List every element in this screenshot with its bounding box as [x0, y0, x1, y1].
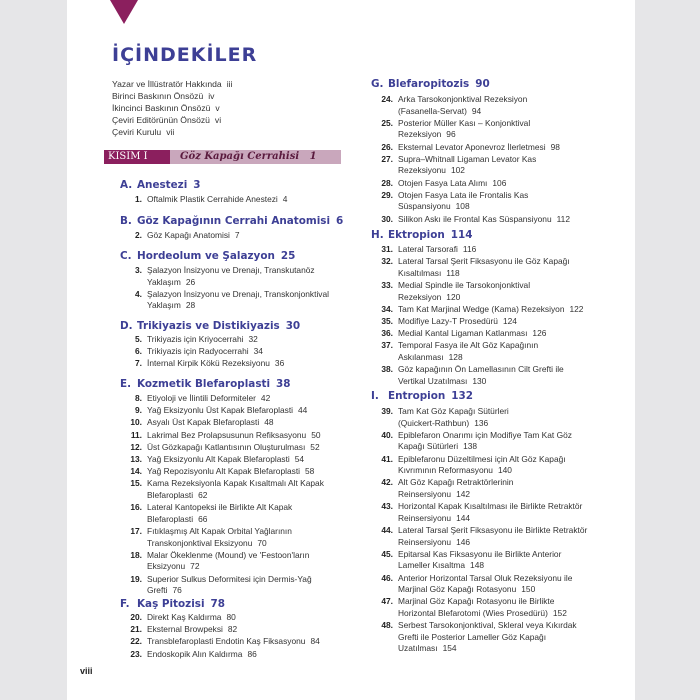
front-matter-item[interactable]	[112, 114, 232, 126]
chapter-page: 32	[248, 334, 258, 344]
chapter-page: 152	[552, 607, 567, 618]
chapter-title-line: Otojen Fasya Lata Alımı 106	[398, 177, 507, 188]
page-number: viii	[80, 666, 93, 676]
chapter-title	[398, 304, 583, 316]
chapter-title-line: Trikiyazis için Kriyocerrahi 32	[147, 334, 258, 344]
chapter-title	[147, 466, 314, 478]
chapter-title	[398, 549, 561, 572]
page-title: İÇİNDEKİLER	[112, 44, 258, 66]
chapter-title-line: Reinsersiyonu 144	[398, 512, 471, 523]
chapter-title-line: Grefti ile Posterior Lameller Göz Kapağı	[398, 631, 547, 642]
chapter-number: 47.	[381, 596, 393, 607]
section-letter: I.	[371, 390, 379, 402]
section-title: Göz Kapağının Cerrahi Anatomisi	[137, 215, 331, 227]
chapter-title-line: Yaklaşım 28	[147, 300, 196, 311]
chapter-title-line: Blefaroplasti 62	[147, 489, 208, 500]
chapter-page: 66	[198, 513, 208, 524]
chapter-title-line: Modifiye Lazy-T Prosedürü 124	[398, 316, 517, 326]
chapter-title-line: Marjinal Göz Kapağı Rotasyonu ile Birlikte	[398, 596, 555, 607]
chapter-number: 17.	[130, 526, 142, 536]
chapter-title-line: Alt Göz Kapağı Retraktörlerinin	[398, 477, 514, 488]
chapter-title	[398, 328, 546, 340]
front-matter-title: Çeviri Kurulu	[112, 127, 162, 137]
chapter-title	[147, 334, 258, 346]
chapter-page: 154	[442, 643, 457, 654]
section-title: Trikiyazis ve Distikiyazis	[137, 320, 280, 332]
section-title: Entropion	[388, 390, 446, 402]
chapter-title	[398, 340, 538, 363]
chapter-page: 26	[185, 276, 196, 287]
chapter-title	[147, 478, 324, 501]
chapter-title	[147, 346, 263, 358]
chapter-number: 34.	[381, 303, 393, 314]
chapter-title-line: Lameller Kısaltma 148	[398, 560, 485, 571]
chapter-page: 102	[450, 165, 465, 176]
chapter-title	[398, 501, 582, 524]
chapter-number: 24.	[381, 94, 393, 104]
chapter-title	[398, 477, 513, 500]
chapter-title-line: Epiblefaronu Düzeltilmesi için Alt Göz Kapağı	[398, 453, 566, 464]
chapter-title-line: Tam Kat Göz Kapağı Sütürleri	[398, 406, 509, 416]
front-matter-item[interactable]	[112, 102, 232, 114]
chapter-title-line: Medial Spindle ile Tarsokonjonktival	[398, 280, 531, 290]
chapter-number: 37.	[381, 340, 393, 351]
chapter-page: 122	[569, 303, 584, 314]
chapter-number: 43.	[381, 501, 393, 512]
chapter-title-line: Göz Kapağı Anatomisi 7	[147, 230, 240, 240]
chapter-title	[398, 118, 530, 141]
section-heading[interactable]	[371, 390, 473, 402]
chapter-title	[398, 316, 517, 328]
front-matter-page: vii	[166, 127, 175, 137]
chapter-title	[147, 574, 312, 597]
chapter-title-line: Horizontal Blefarotomi (Wies Prosedürü) 152	[398, 607, 567, 618]
chapter-title-line: Kama Rezeksiyonla Kapak Kısaltmalı Alt Kapak	[147, 478, 324, 489]
section-heading[interactable]	[371, 229, 472, 241]
chapter-title-line: Kıvrımının Reformasyonu 140	[398, 465, 512, 476]
chapter-page: 28	[185, 300, 196, 311]
chapter-page: 62	[198, 489, 208, 500]
chapter-title-line: Şalazyon İnsizyonu ve Drenajı, Transkutanöz	[147, 265, 315, 275]
chapter-number: 6.	[135, 346, 142, 357]
chapter-title	[398, 525, 587, 548]
section-title: Hordeolum ve Şalazyon	[137, 250, 275, 262]
chapter-number: 33.	[381, 280, 393, 290]
chapter-number: 4.	[135, 288, 142, 299]
chapter-title	[147, 358, 284, 370]
chapter-page: 126	[532, 328, 547, 339]
front-matter-item[interactable]	[112, 78, 232, 90]
chapter-page: 80	[226, 612, 236, 622]
chapter-page: 124	[502, 316, 517, 326]
part-title: Göz Kapağı Cerrahisi 1	[180, 151, 317, 162]
chapter-number: 14.	[130, 466, 142, 477]
chapter-title-line: Lateral Tarsal Şerit Fiksasyonu ile Birlikte Retraktör	[398, 525, 588, 535]
chapter-title-line: Blefaroplasti 66	[147, 513, 208, 524]
chapter-page: 36	[274, 358, 285, 369]
front-matter-title: Birinci Baskının Önsözü	[112, 91, 204, 101]
chapter-title-line: Serbest Tarsokonjonktival, Skleral veya Kıkırdak	[398, 620, 577, 631]
chapter-number: 39.	[381, 406, 393, 416]
section-letter: H.	[371, 229, 384, 241]
chapter-page: 70	[257, 537, 267, 548]
chapter-number: 30.	[381, 213, 393, 224]
section-heading[interactable]	[120, 320, 300, 332]
chapter-title	[147, 612, 236, 624]
chapter-title	[398, 280, 530, 303]
front-matter-page: vi	[214, 115, 222, 125]
section-title: Blefaropitozis	[388, 78, 470, 90]
chapter-title-line: Asyalı Üst Kapak Blefaroplasti 48	[147, 417, 274, 428]
chapter-page: 106	[492, 177, 507, 188]
section-heading[interactable]	[120, 250, 295, 262]
chapter-page: 112	[556, 213, 570, 224]
chapter-title	[147, 550, 309, 573]
chapter-title	[398, 596, 567, 619]
chapter-number: 45.	[381, 548, 393, 559]
chapter-number: 41.	[381, 453, 393, 464]
chapter-number: 31.	[381, 244, 393, 254]
chapter-title-line: Epitarsal Kas Fiksasyonu ile Birlikte Anterior	[398, 548, 562, 559]
chapter-title-line: Arka Tarsokonjonktival Rezeksiyon	[398, 94, 528, 104]
chapter-title	[147, 502, 292, 525]
section-heading[interactable]	[120, 179, 201, 191]
chapter-title	[398, 364, 564, 387]
chapter-title-line: Trikiyazis için Radyocerrahi 34	[147, 346, 263, 357]
chapter-number: 28.	[381, 177, 393, 188]
section-letter: B.	[120, 215, 132, 227]
chapter-number: 20.	[130, 612, 142, 622]
chapter-title-line: Üst Gözkapağı Katlantısının Oluşturulması 52	[147, 441, 320, 452]
chapter-title	[398, 154, 536, 177]
chapter-title-line: Rezeksiyon 120	[398, 291, 461, 302]
section-title: Ektropion	[388, 229, 445, 241]
chapter-title-line: Askılanması 128	[398, 351, 463, 362]
chapter-page: 138	[463, 441, 478, 452]
chapter-page: 58	[305, 466, 315, 477]
chapter-title-line: Rezeksiyonu 102	[398, 165, 465, 176]
chapter-number: 12.	[130, 441, 142, 452]
chapter-page: 42	[260, 393, 271, 403]
chapter-number: 42.	[381, 477, 393, 488]
chapter-number: 25.	[381, 117, 393, 128]
chapter-page: 48	[264, 417, 274, 428]
chapter-title-line: Posterior Müller Kası – Konjonktival	[398, 117, 531, 128]
chapter-title-line: Otojen Fasya Lata ile Frontalis Kas	[398, 189, 529, 200]
chapter-title-line: Direkt Kaş Kaldırma 80	[147, 612, 236, 622]
section-heading[interactable]	[120, 598, 225, 610]
section-letter: C.	[120, 250, 132, 262]
chapter-title	[398, 256, 570, 279]
chapter-title-line: Yaklaşım 26	[147, 276, 196, 287]
chapter-page: 94	[471, 105, 482, 116]
section-title: Kaş Pitozisi	[137, 598, 205, 610]
section-heading[interactable]	[120, 378, 291, 390]
chapter-title-line: Fıtıklaşmış Alt Kapak Orbital Yağlarının	[147, 526, 292, 536]
chapter-title	[398, 406, 509, 429]
chapter-number: 10.	[130, 417, 142, 428]
section-letter: E.	[120, 378, 132, 390]
chapter-title	[398, 454, 566, 477]
chapter-title-line: Reinsersiyonu 146	[398, 536, 471, 547]
front-matter-list	[112, 78, 232, 138]
chapter-title-line: Eksternal Browpeksi 82	[147, 624, 238, 635]
page-corner-triangle	[110, 0, 138, 24]
section-heading[interactable]	[371, 78, 490, 90]
section-letter: F.	[120, 598, 130, 610]
chapter-page: 136	[474, 417, 489, 428]
chapter-title-line: Uzatılması 154	[398, 643, 457, 654]
chapter-page: 34	[253, 346, 263, 357]
section-title: Kozmetik Blefaroplasti	[137, 378, 271, 390]
chapter-title	[147, 442, 320, 454]
chapter-title	[147, 405, 307, 417]
chapter-title-line: Anterior Horizontal Tarsal Oluk Rezeksiyonu ile	[398, 572, 573, 583]
chapter-page: 98	[550, 141, 560, 152]
chapter-number: 36.	[381, 328, 393, 339]
chapter-title	[398, 142, 560, 154]
chapter-title-line: Yağ Eksizyonlu Alt Kapak Blefaroplasti 54	[147, 454, 305, 464]
chapter-title-line: Endoskopik Alın Kaldırma 86	[147, 648, 257, 659]
section-page: 78	[210, 598, 225, 610]
chapter-number: 38.	[381, 364, 393, 375]
chapter-title-line: Silikon Askı ile Frontal Kas Süspansiyonu 112	[398, 213, 570, 224]
chapter-page: 76	[172, 585, 182, 596]
chapter-title-line: Lateral Tarsorafi 116	[398, 244, 477, 254]
chapter-page: 150	[521, 584, 536, 595]
chapter-title-line: Medial Kantal Ligaman Katlanması 126	[398, 328, 547, 339]
chapter-number: 8.	[135, 393, 142, 403]
chapter-title	[147, 417, 274, 429]
chapter-title-line: Yağ Eksizyonlu Üst Kapak Blefaroplasti 44	[147, 405, 308, 416]
chapter-title	[398, 620, 577, 655]
chapter-title-line: Temporal Fasya ile Alt Göz Kapağının	[398, 340, 539, 351]
chapter-number: 19.	[130, 573, 142, 584]
chapter-number: 15.	[130, 478, 142, 489]
chapter-title-line: Vertikal Uzatılması 130	[398, 375, 487, 386]
chapter-title-line: Oftalmik Plastik Cerrahide Anestezi 4	[147, 194, 288, 204]
section-letter: G.	[371, 78, 384, 90]
chapter-page: 142	[456, 488, 471, 499]
chapter-number: 22.	[130, 636, 142, 647]
chapter-title-line: Tam Kat Marjinal Wedge (Kama) Rezeksiyon 122	[398, 303, 584, 314]
chapter-title-line: Süspansiyonu 108	[398, 201, 470, 212]
chapter-title-line: Lateral Tarsal Şerit Fiksasyonu ile Göz Kapağı	[398, 256, 570, 267]
chapter-number: 16.	[130, 502, 142, 513]
chapter-page: 54	[294, 454, 305, 464]
chapter-title-line: Marjinal Göz Kapağı Rotasyonu 150	[398, 584, 536, 595]
chapter-page: 7	[234, 230, 240, 240]
chapter-title-line: (Fasanella-Servat) 94	[398, 105, 482, 116]
chapter-title-line: Göz kapağının Ön Lamellasının Cilt Grefti ile	[398, 364, 564, 375]
section-letter: D.	[120, 320, 133, 332]
chapter-title	[398, 430, 572, 453]
section-title: Anestezi	[137, 179, 188, 191]
chapter-page: 4	[282, 194, 288, 204]
chapter-title-line: Superior Sulkus Deformitesi için Dermis-Yağ	[147, 573, 312, 584]
chapter-title	[147, 393, 270, 405]
front-matter-page: iv	[208, 91, 215, 101]
part-label: KISIM I	[104, 150, 170, 164]
chapter-title	[147, 649, 257, 661]
chapter-number: 3.	[135, 265, 142, 275]
chapter-title-line: Lakrimal Bez Prolapsusunun Refiksasyonu 50	[147, 429, 321, 440]
chapter-page: 144	[456, 512, 471, 523]
chapter-number: 23.	[130, 648, 142, 659]
chapter-number: 32.	[381, 256, 393, 267]
chapter-page: 108	[455, 201, 470, 212]
chapter-number: 18.	[130, 549, 142, 560]
chapter-page: 86	[247, 648, 257, 659]
chapter-title	[147, 265, 315, 288]
chapter-page: 118	[446, 267, 460, 278]
chapter-title	[147, 636, 320, 648]
section-heading[interactable]	[120, 215, 343, 227]
chapter-page: 96	[446, 129, 456, 140]
chapter-page: 120	[446, 291, 461, 302]
chapter-number: 46.	[381, 572, 393, 583]
chapter-number: 26.	[381, 141, 393, 152]
chapter-title-line: Şalazyon İnsizyonu ve Drenajı, Transkonjonktival	[147, 288, 330, 299]
chapter-page: 146	[456, 536, 471, 547]
chapter-title-line: Kısaltılması 118	[398, 267, 460, 278]
chapter-number: 13.	[130, 454, 142, 464]
chapter-title-line: Grefti 76	[147, 585, 182, 596]
chapter-title-line: (Quickert-Rathbun) 136	[398, 417, 489, 428]
chapter-title-line: Yağ Repozisyonlu Alt Kapak Blefaroplasti 58	[147, 466, 315, 477]
chapter-title-line: Supra–Whitnall Ligaman Levator Kas	[398, 153, 537, 164]
chapter-number: 7.	[135, 358, 142, 369]
chapter-number: 35.	[381, 316, 393, 326]
chapter-page: 44	[298, 405, 308, 416]
chapter-title-line: Lateral Kantopeksi ile Birlikte Alt Kapak	[147, 502, 293, 513]
chapter-number: 5.	[135, 334, 142, 344]
section-page: 3	[193, 179, 201, 191]
front-matter-page: v	[215, 103, 220, 113]
section-letter: A.	[120, 179, 133, 191]
chapter-page: 140	[497, 465, 512, 476]
chapter-title	[147, 454, 304, 466]
chapter-title	[147, 230, 240, 242]
chapter-number: 21.	[130, 624, 142, 635]
chapter-title-line: Kapağı Sütürleri 138	[398, 441, 478, 452]
front-matter-page: iii	[226, 79, 233, 89]
chapter-title	[147, 289, 329, 312]
chapter-page: 128	[448, 351, 463, 362]
chapter-page: 72	[190, 561, 200, 572]
front-matter-item[interactable]	[112, 90, 232, 102]
chapter-number: 40.	[381, 429, 393, 440]
chapter-title	[398, 94, 527, 117]
chapter-title	[398, 244, 476, 256]
chapter-title-line: Eksizyonu 72	[147, 561, 200, 572]
chapter-page: 82	[227, 624, 238, 635]
chapter-title	[147, 526, 292, 549]
chapter-page: 52	[310, 441, 320, 452]
section-page: 30	[285, 320, 301, 332]
section-page: 114	[450, 229, 473, 241]
chapter-number: 29.	[381, 189, 393, 200]
chapter-title	[398, 178, 506, 190]
chapter-title-line: Eksternal Levator Aponevroz İlerletmesi 98	[398, 141, 560, 152]
chapter-title	[398, 573, 572, 596]
chapter-title	[147, 624, 237, 636]
chapter-title-line: Etiyoloji ve İlintili Deformiteler 42	[147, 393, 271, 403]
chapter-title-line: Transkonjonktival Eksizyonu 70	[147, 537, 267, 548]
front-matter-title: Yazar ve İllüstratör Hakkında	[112, 79, 222, 89]
chapter-title-line: Transblefaroplasti Endotin Kaş Fiksasyonu 84	[147, 636, 320, 647]
chapter-title-line: Rezeksiyon 96	[398, 129, 456, 140]
chapter-number: 2.	[135, 230, 142, 240]
part-banner	[104, 150, 341, 164]
section-page: 6	[336, 215, 344, 227]
chapter-number: 9.	[135, 405, 142, 416]
chapter-page: 148	[470, 560, 485, 571]
chapter-title-line: İnternal Kirpik Kökü Rezeksiyonu 36	[147, 358, 285, 369]
front-matter-title: İkincinci Baskının Önsözü	[112, 103, 211, 113]
chapter-page: 130	[472, 375, 487, 386]
chapter-page: 116	[462, 244, 477, 254]
chapter-title-line: Epiblefaron Onarımı için Modifiye Tam Kat Göz	[398, 429, 572, 440]
chapter-title-line: Reinsersiyonu 142	[398, 488, 471, 499]
section-page: 132	[451, 390, 473, 402]
chapter-page: 84	[310, 636, 320, 647]
chapter-title-line: Malar Ökeklenme (Mound) ve 'Festoon'ların	[147, 549, 310, 560]
chapter-number: 1.	[135, 194, 142, 204]
chapter-title	[398, 190, 528, 213]
chapter-page: 50	[311, 429, 321, 440]
chapter-title-line: Horizontal Kapak Kısaltılması ile Birlikte Retraktör	[398, 501, 583, 512]
chapter-title	[147, 430, 321, 442]
chapter-number: 27.	[381, 153, 393, 164]
chapter-number: 48.	[381, 620, 393, 631]
chapter-title	[398, 214, 570, 226]
section-page: 38	[276, 378, 291, 390]
front-matter-title: Çeviri Editörünün Önsözü	[112, 115, 210, 125]
section-page: 90	[475, 78, 490, 90]
chapter-number: 44.	[381, 525, 393, 535]
section-page: 25	[280, 250, 296, 262]
chapter-number: 11.	[130, 429, 142, 440]
chapter-title	[147, 194, 287, 206]
front-matter-item[interactable]	[112, 126, 232, 138]
